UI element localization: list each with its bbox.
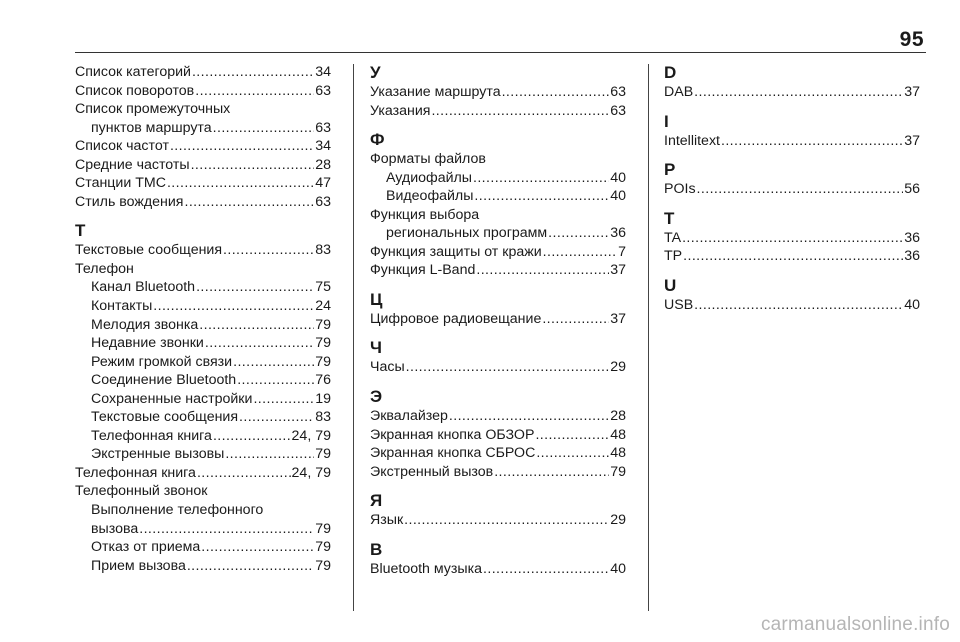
index-subentry: [75, 538, 331, 557]
index-letter: Я: [370, 491, 383, 511]
entry-term: Телефонная книга: [75, 464, 196, 481]
index-letter: D: [664, 63, 677, 82]
dot-leader: [197, 464, 291, 483]
watermark: carmanualsonline.info: [760, 614, 950, 635]
index-subentry: [75, 427, 331, 446]
entry-term: Список поворотов: [75, 82, 195, 99]
index-entry: [75, 137, 331, 156]
dot-leader: [682, 229, 903, 248]
index-letter: P: [664, 160, 676, 180]
index-subentry: [75, 390, 331, 409]
column-divider: [648, 64, 649, 611]
index-subentry: [75, 316, 331, 335]
entry-term: Станции TMC: [75, 175, 166, 192]
dot-leader: [185, 193, 315, 212]
index-entry: [75, 82, 331, 101]
index-heading: Выполнение телефонного: [91, 502, 264, 519]
entry-term: DAB: [664, 84, 694, 100]
dot-leader: [548, 224, 609, 243]
entry-page-ref: 79: [315, 335, 331, 352]
dot-leader: [239, 408, 314, 427]
entry-page-ref: 79: [315, 539, 331, 556]
index-letter: Э: [370, 387, 383, 407]
dot-leader: [721, 132, 903, 151]
entry-term: Канал Bluetooth: [91, 279, 196, 296]
entry-page-ref: 40: [904, 296, 920, 313]
index-subentry: [75, 353, 331, 372]
entry-page-ref: 19: [315, 390, 331, 407]
dot-leader: [694, 296, 903, 315]
dot-leader: [536, 444, 609, 463]
entry-term: Экстренные вызовы: [91, 446, 225, 463]
index-entry: [75, 241, 331, 260]
dot-leader: [237, 371, 314, 390]
index-letter: Ф: [370, 130, 385, 150]
dot-leader: [542, 310, 609, 329]
entry-term: вызова: [91, 520, 139, 537]
entry-page-ref: 29: [610, 359, 626, 376]
dot-leader: [191, 156, 315, 175]
index-subentry: [75, 445, 331, 464]
entry-page-ref: 36: [610, 225, 626, 242]
dot-leader: [404, 511, 609, 530]
entry-page-ref: 28: [315, 156, 331, 173]
entry-page-ref: 36: [904, 229, 920, 246]
entry-page-ref: 34: [315, 64, 331, 80]
dot-leader: [187, 557, 314, 576]
entry-term: региональных программ: [386, 225, 548, 242]
entry-term: Прием вызова: [91, 557, 186, 574]
entry-term: USB: [664, 296, 694, 313]
dot-leader: [201, 538, 314, 557]
entry-page-ref: 79: [315, 520, 331, 537]
entry-page-ref: 28: [610, 408, 626, 425]
entry-page-ref: 24, 79: [291, 427, 331, 444]
entry-term: Сохраненные настройки: [91, 390, 253, 407]
entry-term: Соединение Bluetooth: [91, 372, 237, 389]
dot-leader: [195, 82, 314, 101]
entry-term: Указания: [370, 102, 431, 119]
entry-term: Указание маршрута: [370, 84, 501, 100]
index-entry: [370, 560, 626, 579]
dot-leader: [697, 180, 904, 199]
entry-page-ref: 48: [610, 426, 626, 443]
dot-leader: [225, 445, 314, 464]
entry-page-ref: 40: [610, 188, 626, 205]
index-entry: [370, 102, 626, 121]
entry-term: Часы: [370, 359, 405, 376]
index-subentry: [370, 187, 626, 206]
entry-term: Эквалайзер: [370, 408, 448, 425]
entry-page-ref: 7: [618, 243, 626, 260]
index-entry: [370, 358, 626, 377]
dot-leader: [543, 243, 617, 262]
dot-leader: [683, 247, 903, 266]
entry-term: Режим громкой связи: [91, 353, 233, 370]
entry-page-ref: 63: [315, 119, 331, 136]
column-divider: [353, 64, 354, 611]
index-subentry: [370, 169, 626, 188]
index-entry: [370, 511, 626, 530]
dot-leader: [473, 169, 609, 188]
entry-term: Аудиофайлы: [386, 169, 472, 186]
index-entry: [370, 83, 626, 102]
entry-page-ref: 63: [315, 193, 331, 210]
entry-term: Функция защиты от кражи: [370, 243, 542, 260]
entry-page-ref: 79: [315, 557, 331, 574]
entry-page-ref: 40: [610, 560, 626, 577]
dot-leader: [476, 261, 609, 280]
dot-leader: [694, 83, 903, 102]
dot-leader: [502, 83, 610, 102]
entry-term: Язык: [370, 512, 404, 529]
entry-page-ref: 37: [904, 84, 920, 100]
entry-page-ref: 24: [315, 298, 331, 315]
entry-term: Intellitext: [664, 132, 720, 149]
dot-leader: [213, 427, 291, 446]
entry-term: Функция L-Band: [370, 262, 476, 279]
entry-page-ref: 56: [904, 181, 920, 198]
entry-page-ref: 29: [610, 512, 626, 529]
index-entry: [75, 464, 331, 483]
entry-term: Экранная кнопка ОБЗОР: [370, 426, 535, 443]
entry-page-ref: 63: [315, 82, 331, 99]
entry-page-ref: 83: [315, 409, 331, 426]
entry-term: Текстовые сообщения: [75, 242, 223, 259]
index-subentry: [75, 334, 331, 353]
entry-term: Мелодия звонка: [91, 316, 199, 333]
index-entry: [370, 310, 626, 329]
entry-term: Видеофайлы: [386, 188, 474, 205]
entry-term: Телефонная книга: [91, 427, 212, 444]
index-entry: [370, 261, 626, 280]
dot-leader: [213, 119, 315, 138]
index-subentry: [75, 297, 331, 316]
entry-term: POIs: [664, 181, 696, 198]
index-subentry: [370, 224, 626, 243]
index-entry: [75, 156, 331, 175]
entry-page-ref: 79: [315, 353, 331, 370]
dot-leader: [192, 63, 314, 82]
index-subentry: [75, 119, 331, 138]
dot-leader: [167, 174, 314, 193]
index-letter: Ц: [370, 289, 383, 309]
index-column-1: [75, 63, 331, 575]
dot-leader: [535, 426, 609, 445]
index-entry: [75, 63, 331, 82]
entry-page-ref: 24, 79: [291, 464, 331, 481]
dot-leader: [494, 463, 609, 482]
dot-leader: [406, 358, 610, 377]
index-entry: [370, 463, 626, 482]
entry-page-ref: 79: [315, 446, 331, 463]
index-subentry: [75, 408, 331, 427]
entry-page-ref: 34: [315, 138, 331, 155]
entry-term: Цифровое радиовещание: [370, 310, 542, 327]
index-entry: [664, 83, 920, 102]
entry-term: Стиль вождения: [75, 193, 184, 210]
index-heading: Телефонный звонок: [75, 483, 208, 500]
index-letter: Т: [75, 221, 86, 241]
entry-page-ref: 36: [904, 248, 920, 265]
entry-page-ref: 63: [610, 84, 626, 100]
entry-page-ref: 37: [610, 262, 626, 279]
entry-term: Отказ от приема: [91, 539, 201, 556]
dot-leader: [223, 241, 314, 260]
entry-page-ref: 63: [610, 102, 626, 119]
index-subentry: [75, 371, 331, 390]
dot-leader: [233, 353, 314, 372]
index-letter: У: [370, 63, 381, 82]
page-number: 95: [899, 28, 924, 51]
entry-page-ref: 37: [904, 132, 920, 149]
dot-leader: [431, 102, 609, 121]
index-entry: [664, 247, 920, 266]
entry-page-ref: 48: [610, 445, 626, 462]
dot-leader: [139, 520, 314, 539]
entry-page-ref: 83: [315, 242, 331, 259]
index-heading: Список промежуточных: [75, 101, 231, 118]
entry-term: Экстренный вызов: [370, 463, 494, 480]
index-entry: [75, 193, 331, 212]
entry-page-ref: 40: [610, 169, 626, 186]
entry-page-ref: 75: [315, 279, 331, 296]
index-entry: [370, 426, 626, 445]
index-entry: [664, 229, 920, 248]
index-letter: T: [664, 208, 675, 228]
entry-term: Контакты: [91, 298, 153, 315]
dot-leader: [253, 390, 314, 409]
index-letter: U: [664, 275, 677, 295]
dot-leader: [170, 137, 314, 156]
index-subentry: [75, 557, 331, 576]
index-subentry: [75, 278, 331, 297]
index-heading: Форматы файлов: [370, 151, 486, 168]
dot-leader: [199, 316, 314, 335]
index-letter: I: [664, 111, 669, 131]
index-subentry: [75, 520, 331, 539]
index-heading: Телефон: [75, 260, 134, 277]
dot-leader: [153, 297, 314, 316]
dot-leader: [196, 278, 314, 297]
entry-page-ref: 79: [315, 316, 331, 333]
index-entry: [664, 132, 920, 151]
entry-term: Экранная кнопка СБРОС: [370, 445, 536, 462]
entry-term: пунктов маршрута: [91, 119, 212, 136]
entry-term: Список частот: [75, 138, 169, 155]
entry-term: Список категорий: [75, 64, 191, 80]
entry-term: Недавние звонки: [91, 335, 204, 352]
index-entry: [370, 243, 626, 262]
entry-page-ref: 76: [315, 372, 331, 389]
dot-leader: [449, 407, 609, 426]
entry-page-ref: 79: [610, 463, 626, 480]
index-entry: [664, 180, 920, 199]
index-heading: Функция выбора: [370, 206, 480, 223]
index-letter: B: [370, 539, 383, 559]
entry-term: Текстовые сообщения: [91, 409, 239, 426]
header-rule: [75, 52, 926, 53]
entry-page-ref: 37: [610, 310, 626, 327]
dot-leader: [474, 187, 609, 206]
entry-page-ref: 47: [315, 175, 331, 192]
index-entry: [370, 407, 626, 426]
index-entry: [370, 444, 626, 463]
index-entry: [664, 296, 920, 315]
entry-term: Средние частоты: [75, 156, 190, 173]
index-letter: Ч: [370, 338, 382, 358]
entry-term: Bluetooth музыка: [370, 560, 483, 577]
entry-term: TA: [664, 229, 682, 246]
entry-term: TP: [664, 248, 683, 265]
dot-leader: [483, 560, 609, 579]
index-entry: [75, 174, 331, 193]
index-column-3: [664, 63, 920, 314]
dot-leader: [205, 334, 314, 353]
index-column-2: [370, 63, 626, 578]
